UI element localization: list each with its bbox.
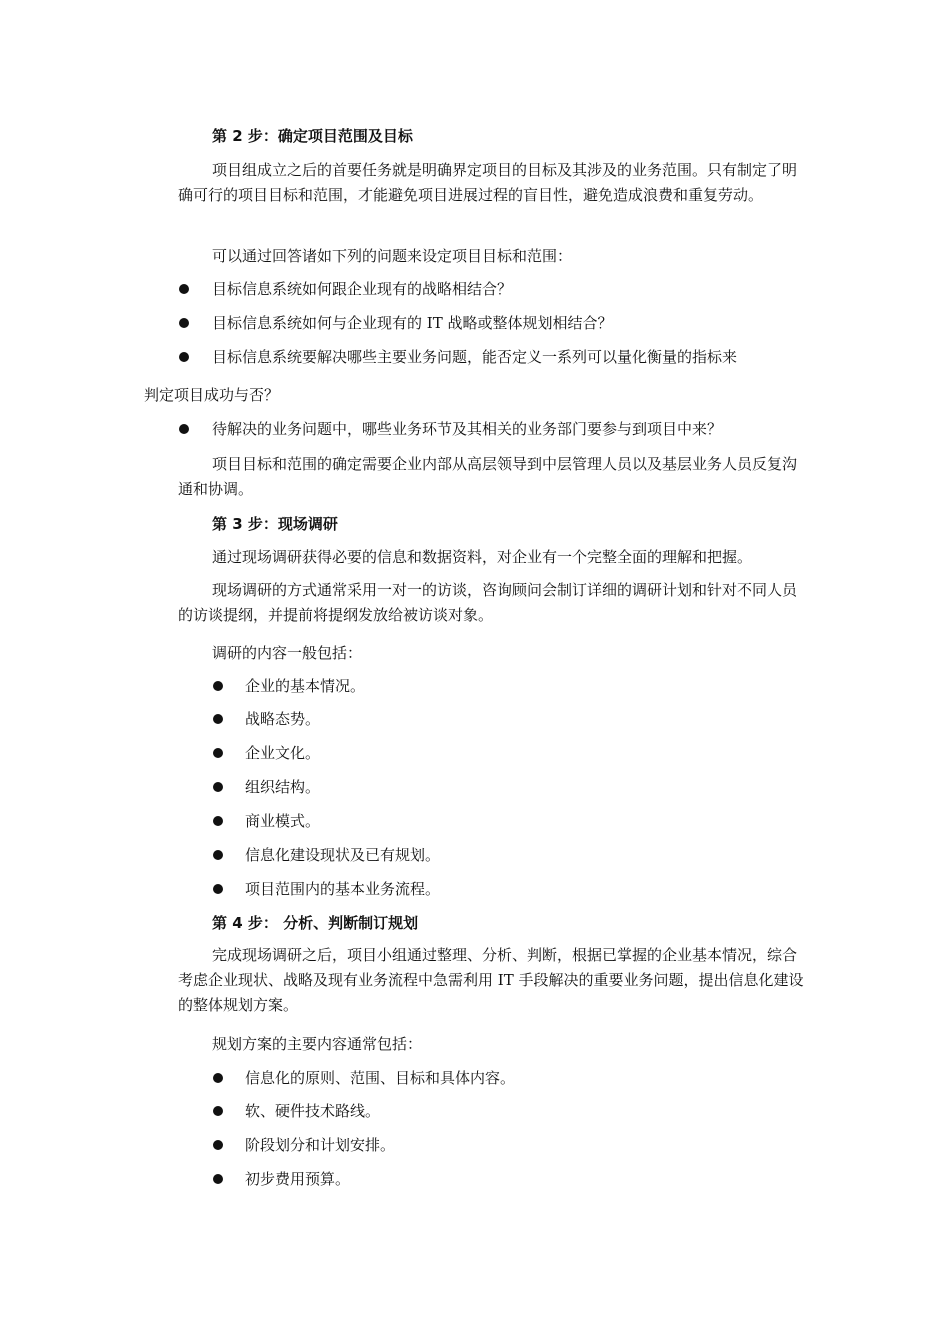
bullet-icon [213,714,223,724]
step3-bullet-5: 商业模式。 [245,812,321,830]
step4-paragraph-1: 完成现场调研之后，项目小组通过整理、分析、判断，根据已掌握的企业基本情况，综合考虑企业现状、战略及现有业务流程中急需利用 IT 手段解决的重要业务问题，提出信息化建设的整体规划方案。 [178,946,804,1014]
step3-bullet-6: 信息化建设现状及已有规划。 [245,846,441,864]
step2-paragraph-1: 项目组成立之后的首要任务就是明确界定项目的目标及其涉及的业务范围。只有制定了明确可行的项目目标和范围，才能避免项目进展过程的盲目性，避免造成浪费和重复劳动。 [178,161,798,204]
step4-heading: 第 4 步： 分析、判断制订规划 [212,914,419,932]
bullet-icon [179,284,189,294]
step2-paragraph-2: 可以通过回答诸如下列的问题来设定项目目标和范围： [212,247,573,265]
bullet-icon [213,816,223,826]
bullet-icon [179,424,189,434]
bullet-icon [213,681,223,691]
step3-bullet-7: 项目范围内的基本业务流程。 [245,880,441,898]
step2-bullet-3: 目标信息系统要解决哪些主要业务问题，能否定义一系列可以量化衡量的指标来 [212,348,738,366]
step3-bullet-2: 战略态势。 [245,710,321,728]
step2-bullet-3-continued: 判定项目成功与否？ [144,386,280,404]
step3-paragraph-2: 现场调研的方式通常采用一对一的访谈，咨询顾问会制订详细的调研计划和针对不同人员的访谈提纲，并提前将提纲发放给被访谈对象。 [178,581,798,624]
bullet-icon [213,782,223,792]
step3-bullet-1: 企业的基本情况。 [245,677,366,695]
bullet-icon [213,1073,223,1083]
bullet-icon [213,884,223,894]
bullet-icon [213,748,223,758]
bullet-icon [179,352,189,362]
step2-paragraph-3: 项目目标和范围的确定需要企业内部从高层领导到中层管理人员以及基层业务人员反复沟通和协调。 [178,455,798,498]
step3-heading: 第 3 步：现场调研 [212,515,338,533]
step2-bullet-1: 目标信息系统如何跟企业现有的战略相结合？ [212,280,513,298]
step3-paragraph-3: 调研的内容一般包括： [212,644,363,662]
bullet-icon [213,850,223,860]
step2-bullet-4: 待解决的业务问题中，哪些业务环节及其相关的业务部门要参与到项目中来？ [212,420,723,438]
step3-bullet-3: 企业文化。 [245,744,321,762]
bullet-icon [213,1174,223,1184]
step2-bullet-2: 目标信息系统如何与企业现有的 IT 战略或整体规划相结合？ [212,314,613,332]
bullet-icon [179,318,189,328]
step4-paragraph-2: 规划方案的主要内容通常包括： [212,1035,423,1053]
step4-bullet-3: 阶段划分和计划安排。 [245,1136,396,1154]
step4-bullet-2: 软、硬件技术路线。 [245,1102,381,1120]
bullet-icon [213,1140,223,1150]
step3-paragraph-1: 通过现场调研获得必要的信息和数据资料，对企业有一个完整全面的理解和把握。 [212,548,753,566]
step2-heading: 第 2 步：确定项目范围及目标 [212,127,413,145]
step4-bullet-4: 初步费用预算。 [245,1170,351,1188]
step3-bullet-4: 组织结构。 [245,778,321,796]
step4-bullet-1: 信息化的原则、范围、目标和具体内容。 [245,1069,516,1087]
bullet-icon [213,1106,223,1116]
